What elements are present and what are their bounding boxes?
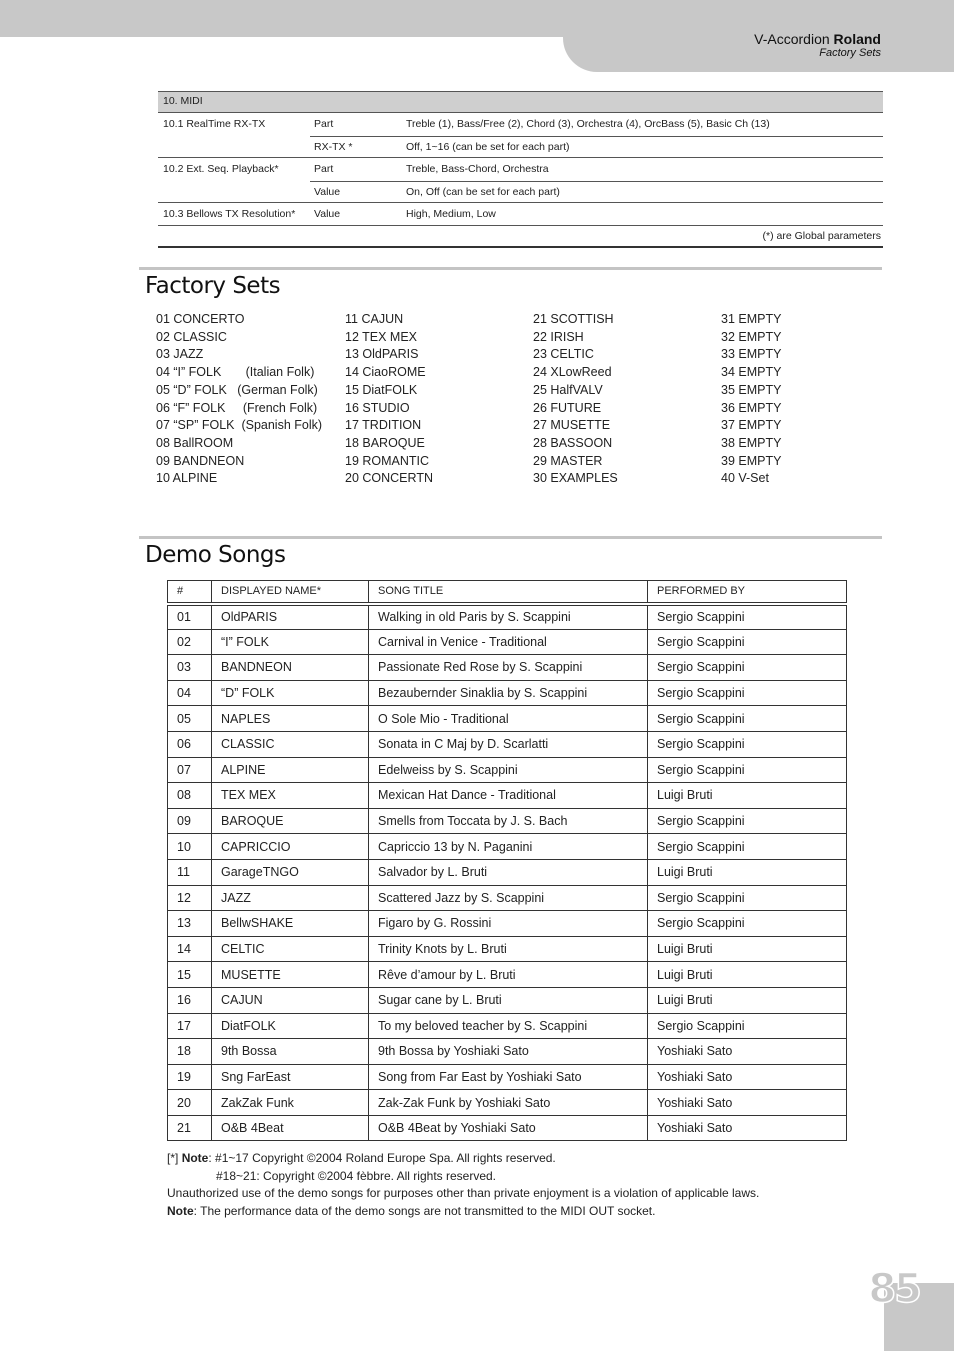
factory-set-item: 01 CONCERTO	[156, 312, 245, 326]
table-row	[168, 1039, 847, 1065]
copyright-line-2: #18~21: Copyright ©2004 fèbbre. All rights reserved.	[216, 1168, 497, 1183]
cell-performed-by: Sergio Scappini	[648, 911, 847, 937]
factory-set-item: 10 ALPINE	[156, 471, 218, 486]
cell-performed-by: Sergio Scappini	[648, 885, 847, 911]
table-row	[168, 680, 847, 706]
midi-value: Off, 1~16 (can be set for each part)	[406, 140, 570, 153]
cell-number: 14	[168, 936, 212, 962]
column-header-performed-by: PERFORMED BY	[648, 581, 847, 604]
cell-song-title: Figaro by G. Rossini	[369, 911, 648, 937]
column-header-number: #	[168, 581, 212, 604]
cell-song-title: Walking in old Paris by S. Scappini	[369, 604, 648, 630]
cell-displayed-name: BAROQUE	[212, 808, 369, 834]
factory-set-item: 15 DiatFOLK	[345, 382, 418, 397]
cell-number: 08	[168, 783, 212, 809]
cell-performed-by: Luigi Bruti	[648, 859, 847, 885]
demo-songs-table	[167, 580, 847, 1141]
column-header-displayed-name: DISPLAYED NAME*	[212, 581, 369, 604]
cell-number: 11	[168, 859, 212, 885]
usage-warning: Unauthorized use of the demo songs for purposes other than private enjoyment is a violation of applicable laws.	[167, 1186, 760, 1200]
cell-number: 12	[168, 885, 212, 911]
cell-song-title: O&B 4Beat by Yoshiaki Sato	[369, 1115, 648, 1141]
factory-set-item: 28 BASSOON	[533, 435, 613, 450]
factory-set-item: 35 EMPTY	[721, 382, 782, 397]
cell-displayed-name: 9th Bossa	[212, 1039, 369, 1065]
cell-song-title: Capriccio 13 by N. Paganini	[369, 834, 648, 860]
cell-song-title: Sonata in C Maj by D. Scarlatti	[369, 731, 648, 757]
cell-performed-by: Yoshiaki Sato	[648, 1115, 847, 1141]
cell-song-title: Edelweiss by S. Scappini	[369, 757, 648, 783]
cell-song-title: Zak-Zak Funk by Yoshiaki Sato	[369, 1090, 648, 1116]
cell-number: 15	[168, 962, 212, 988]
factory-set-item: 18 BAROQUE	[345, 435, 425, 450]
table-row	[168, 1115, 847, 1141]
table-row	[168, 911, 847, 937]
cell-displayed-name: CLASSIC	[212, 731, 369, 757]
page-number: 85	[868, 1266, 920, 1312]
table-row	[168, 706, 847, 732]
cell-number: 20	[168, 1090, 212, 1116]
midi-row	[158, 158, 883, 181]
cell-number: 17	[168, 1013, 212, 1039]
factory-set-item: 30 EXAMPLES	[533, 471, 618, 486]
cell-displayed-name: CAJUN	[212, 987, 369, 1013]
factory-set-item: 31 EMPTY	[721, 312, 782, 326]
cell-performed-by: Sergio Scappini	[648, 1013, 847, 1039]
factory-set-item: 25 HalfVALV	[533, 382, 603, 397]
cell-number: 19	[168, 1064, 212, 1090]
cell-performed-by: Sergio Scappini	[648, 604, 847, 630]
header-section: Factory Sets	[819, 47, 881, 59]
cell-performed-by: Luigi Bruti	[648, 936, 847, 962]
demo-songs-title: Demo Songs	[145, 542, 286, 568]
cell-song-title: To my beloved teacher by S. Scappini	[369, 1013, 648, 1039]
cell-displayed-name: DiatFOLK	[212, 1013, 369, 1039]
midi-value: Treble, Bass-Chord, Orchestra	[406, 163, 549, 175]
factory-sets-column	[533, 311, 618, 488]
footnotes	[167, 1150, 759, 1220]
cell-displayed-name: OldPARIS	[212, 604, 369, 630]
table-row	[168, 1013, 847, 1039]
midi-table	[158, 91, 883, 248]
cell-displayed-name: ALPINE	[212, 757, 369, 783]
cell-number: 03	[168, 655, 212, 681]
table-row	[168, 962, 847, 988]
table-row	[168, 629, 847, 655]
cell-performed-by: Luigi Bruti	[648, 962, 847, 988]
factory-set-item: 08 BallROOM	[156, 435, 234, 450]
factory-set-item: 21 SCOTTISH	[533, 312, 614, 326]
factory-set-item: 24 XLowReed	[533, 365, 612, 380]
cell-song-title: Sugar cane by L. Bruti	[369, 987, 648, 1013]
cell-displayed-name: BellwSHAKE	[212, 911, 369, 937]
midi-value: High, Medium, Low	[406, 208, 496, 220]
factory-set-item: 39 EMPTY	[721, 453, 782, 468]
factory-sets-title: Factory Sets	[145, 273, 281, 299]
factory-set-item: 29 MASTER	[533, 453, 603, 468]
cell-displayed-name: BANDNEON	[212, 655, 369, 681]
factory-set-item: 04 “I” FOLK (Italian Folk)	[156, 365, 315, 380]
factory-set-item: 26 FUTURE	[533, 400, 602, 415]
cell-song-title: Song from Far East by Yoshiaki Sato	[369, 1064, 648, 1090]
factory-set-item: 12 TEX MEX	[345, 329, 418, 344]
factory-sets-column	[721, 311, 781, 488]
factory-set-item: 09 BANDNEON	[156, 453, 245, 468]
section-rule	[139, 267, 882, 270]
cell-number: 16	[168, 987, 212, 1013]
copyright-line: : #1~17 Copyright ©2004 Roland Europe Spa. All rights reserved.	[208, 1151, 556, 1165]
cell-displayed-name: ZakZak Funk	[212, 1090, 369, 1116]
factory-set-item: 07 “SP” FOLK (Spanish Folk)	[156, 418, 323, 433]
factory-set-item: 32 EMPTY	[721, 329, 782, 344]
table-row	[168, 655, 847, 681]
cell-number: 06	[168, 731, 212, 757]
cell-number: 05	[168, 706, 212, 732]
midi-table-title: 10. MIDI	[158, 91, 883, 113]
table-row	[168, 834, 847, 860]
midi-row	[158, 181, 883, 204]
factory-set-item: 19 ROMANTIC	[345, 453, 430, 468]
midi-param: 10.1 RealTime RX-TX	[163, 118, 266, 130]
midi-row	[158, 113, 883, 136]
midi-param: 10.2 Ext. Seq. Playback*	[163, 163, 279, 175]
factory-set-item: 27 MUSETTE	[533, 418, 611, 433]
cell-displayed-name: CELTIC	[212, 936, 369, 962]
brand-name: Roland	[833, 31, 881, 47]
table-header-row	[168, 581, 847, 604]
table-row	[168, 859, 847, 885]
cell-number: 21	[168, 1115, 212, 1141]
table-row	[168, 808, 847, 834]
factory-set-item: 20 CONCERTN	[345, 471, 433, 486]
factory-set-item: 13 OldPARIS	[345, 347, 419, 362]
factory-set-item: 22 IRISH	[533, 329, 584, 344]
footnote-marker: [*]	[167, 1151, 179, 1165]
section-rule	[139, 536, 882, 539]
table-row	[168, 936, 847, 962]
cell-song-title: Smells from Toccata by J. S. Bach	[369, 808, 648, 834]
cell-number: 13	[168, 911, 212, 937]
column-header-song-title: SONG TITLE	[369, 581, 648, 604]
cell-displayed-name: “I” FOLK	[212, 629, 369, 655]
table-row	[168, 604, 847, 630]
cell-performed-by: Luigi Bruti	[648, 987, 847, 1013]
factory-set-item: 06 “F” FOLK (French Folk)	[156, 400, 318, 415]
table-row	[168, 1090, 847, 1116]
factory-set-item: 38 EMPTY	[721, 435, 782, 450]
table-row	[168, 757, 847, 783]
brand-product: V-Accordion	[754, 31, 830, 47]
cell-song-title: Mexican Hat Dance - Traditional	[369, 783, 648, 809]
table-row	[168, 885, 847, 911]
factory-set-item: 40 V-Set	[721, 471, 769, 486]
cell-displayed-name: O&B 4Beat	[212, 1115, 369, 1141]
factory-set-item: 17 TRDITION	[345, 418, 422, 433]
cell-performed-by: Sergio Scappini	[648, 834, 847, 860]
midi-out-note: : The performance data of the demo songs are not transmitted to the MIDI OUT socket.	[193, 1203, 656, 1218]
factory-set-item: 14 CiaoROME	[345, 365, 426, 380]
cell-displayed-name: CAPRICCIO	[212, 834, 369, 860]
cell-song-title: 9th Bossa by Yoshiaki Sato	[369, 1039, 648, 1065]
cell-song-title: Scattered Jazz by S. Scappini	[369, 885, 648, 911]
note-label: Note	[167, 1203, 194, 1218]
cell-number: 18	[168, 1039, 212, 1065]
cell-displayed-name: MUSETTE	[212, 962, 369, 988]
cell-number: 10	[168, 834, 212, 860]
cell-song-title: Salvador by L. Bruti	[369, 859, 648, 885]
factory-set-item: 23 CELTIC	[533, 347, 594, 362]
factory-sets-column	[156, 311, 322, 488]
cell-performed-by: Yoshiaki Sato	[648, 1090, 847, 1116]
factory-set-item: 11 CAJUN	[345, 312, 404, 326]
factory-set-item: 05 “D” FOLK (German Folk)	[156, 382, 318, 397]
cell-performed-by: Yoshiaki Sato	[648, 1064, 847, 1090]
cell-song-title: Rêve d’amour by L. Bruti	[369, 962, 648, 988]
footnote-line	[167, 1150, 759, 1168]
cell-performed-by: Sergio Scappini	[648, 655, 847, 681]
factory-set-item: 16 STUDIO	[345, 400, 410, 415]
factory-set-item: 34 EMPTY	[721, 365, 782, 380]
cell-performed-by: Sergio Scappini	[648, 706, 847, 732]
footnote-line	[167, 1203, 759, 1221]
table-row	[168, 731, 847, 757]
cell-displayed-name: JAZZ	[212, 885, 369, 911]
factory-set-item: 02 CLASSIC	[156, 329, 227, 344]
cell-performed-by: Sergio Scappini	[648, 680, 847, 706]
factory-set-item: 33 EMPTY	[721, 347, 782, 362]
midi-row	[158, 136, 883, 159]
midi-sub: Part	[314, 163, 334, 175]
brand	[754, 31, 881, 47]
cell-performed-by: Sergio Scappini	[648, 808, 847, 834]
cell-displayed-name: Sng FarEast	[212, 1064, 369, 1090]
factory-set-item: 03 JAZZ	[156, 347, 204, 362]
midi-sub: Value	[314, 208, 341, 220]
cell-number: 09	[168, 808, 212, 834]
cell-performed-by: Yoshiaki Sato	[648, 1039, 847, 1065]
cell-number: 04	[168, 680, 212, 706]
note-label: Note	[181, 1151, 209, 1165]
midi-sub: RX-TX *	[314, 140, 353, 153]
cell-number: 02	[168, 629, 212, 655]
midi-value: Treble (1), Bass/Free (2), Chord (3), Orchestra (4), OrcBass (5), Basic Ch (13)	[406, 118, 770, 130]
cell-performed-by: Sergio Scappini	[648, 731, 847, 757]
cell-number: 07	[168, 757, 212, 783]
global-params-note: (*) are Global parameters	[158, 226, 883, 248]
cell-performed-by: Sergio Scappini	[648, 629, 847, 655]
factory-sets-column	[345, 311, 433, 488]
midi-param: 10.3 Bellows TX Resolution*	[163, 208, 296, 220]
cell-performed-by: Sergio Scappini	[648, 757, 847, 783]
cell-displayed-name: NAPLES	[212, 706, 369, 732]
cell-song-title: O Sole Mio - Traditional	[369, 706, 648, 732]
table-row	[168, 783, 847, 809]
cell-displayed-name: TEX MEX	[212, 783, 369, 809]
cell-song-title: Passionate Red Rose by S. Scappini	[369, 655, 648, 681]
factory-set-item: 36 EMPTY	[721, 400, 782, 415]
cell-song-title: Bezaubernder Sinaklia by S. Scappini	[369, 680, 648, 706]
midi-sub: Value	[314, 185, 341, 198]
factory-set-item: 37 EMPTY	[721, 418, 782, 433]
midi-value: On, Off (can be set for each part)	[406, 185, 560, 198]
cell-number: 01	[168, 604, 212, 630]
cell-song-title: Carnival in Venice - Traditional	[369, 629, 648, 655]
midi-row	[158, 203, 883, 226]
cell-song-title: Trinity Knots by L. Bruti	[369, 936, 648, 962]
cell-performed-by: Luigi Bruti	[648, 783, 847, 809]
midi-sub: Part	[314, 118, 334, 130]
cell-displayed-name: “D” FOLK	[212, 680, 369, 706]
demo-songs-body	[168, 604, 847, 1141]
table-row	[168, 987, 847, 1013]
cell-displayed-name: GarageTNGO	[212, 859, 369, 885]
table-row	[168, 1064, 847, 1090]
